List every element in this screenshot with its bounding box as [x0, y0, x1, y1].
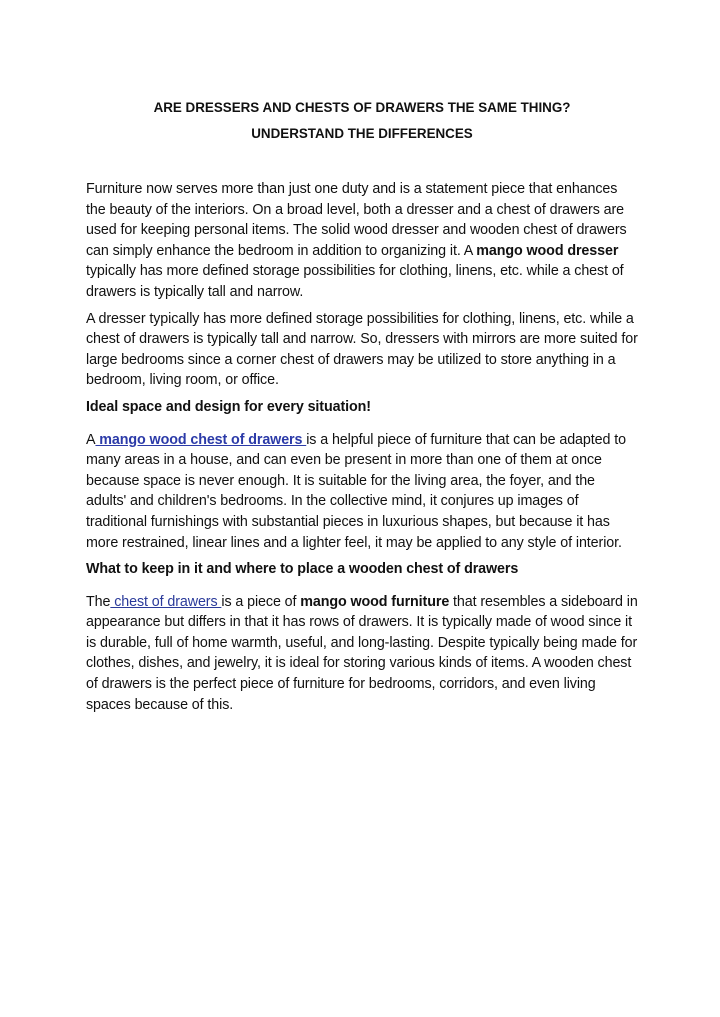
- title-line-2: UNDERSTAND THE DIFFERENCES: [251, 126, 473, 141]
- intro-text-start: Furniture now serves more than just one duty and is a statement piece that enhances the beauty of the interiors. On a broad level, both a dresser and a chest of drawers are used for keeping personal items. The solid wood dresser and wooden chest of drawers can simply enhance the bedroom in addition to organizing it. A: [86, 181, 627, 259]
- chest-text-end: is a helpful piece of furniture that can be adapted to many areas in a house, and can even be present in more than one of them at once because space is never enough. It is suitable for the living area, the foyer, and the adults' and children's bedrooms. In the collective mind, it conjures up images of traditional furnishings with substantial pieces in luxurious shapes, but because it has more restrained, linear lines and a lighter feel, it may be applied to any style of interior.: [86, 431, 626, 551]
- chest-of-drawers-link[interactable]: chest of drawers: [110, 593, 222, 610]
- paragraph-chest-usage: [86, 592, 638, 716]
- intro-text-end: typically has more defined storage possibilities for clothing, linens, etc. while a chest of drawers is typically tall and narrow.: [86, 263, 624, 300]
- document-title: [86, 95, 638, 147]
- paragraph-dresser: A dresser typically has more defined storage possibilities for clothing, linens, etc. while a chest of drawers is typically tall and narrow. So, dressers with mirrors are more suited for large bedrooms since a corner chest of drawers may be utilized to store anything in a bedroom, living room, or office.: [86, 310, 638, 389]
- usage-text-end: that resembles a sideboard in appearance but differs in that it has rows of drawers. It is typically made of wood since it is durable, full of home warmth, useful, and long-lasting. Despite typically being made for clothes, dishes, and jewelry, it is ideal for storing various kinds of items. A wooden chest of drawers is the perfect piece of furniture for bedrooms, corridors, and even living spaces because of this.: [86, 593, 638, 713]
- paragraph-intro: [86, 179, 638, 303]
- section-heading-ideal-space: Ideal space and design for every situation!: [86, 398, 371, 415]
- title-line-1: ARE DRESSERS AND CHESTS OF DRAWERS THE SAME THING?: [153, 100, 571, 115]
- usage-text-start: The: [86, 593, 111, 610]
- mango-wood-chest-link[interactable]: mango wood chest of drawers: [95, 431, 307, 448]
- usage-text-mid: is a piece of: [221, 593, 301, 610]
- intro-bold-term: mango wood dresser: [476, 242, 619, 259]
- document-page: [86, 95, 638, 715]
- chest-text-start: A: [86, 431, 96, 448]
- paragraph-chest-adaptability: [86, 430, 638, 554]
- section-heading-what-to-keep: What to keep in it and where to place a wooden chest of drawers: [86, 561, 519, 578]
- usage-bold-term: mango wood furniture: [300, 593, 450, 610]
